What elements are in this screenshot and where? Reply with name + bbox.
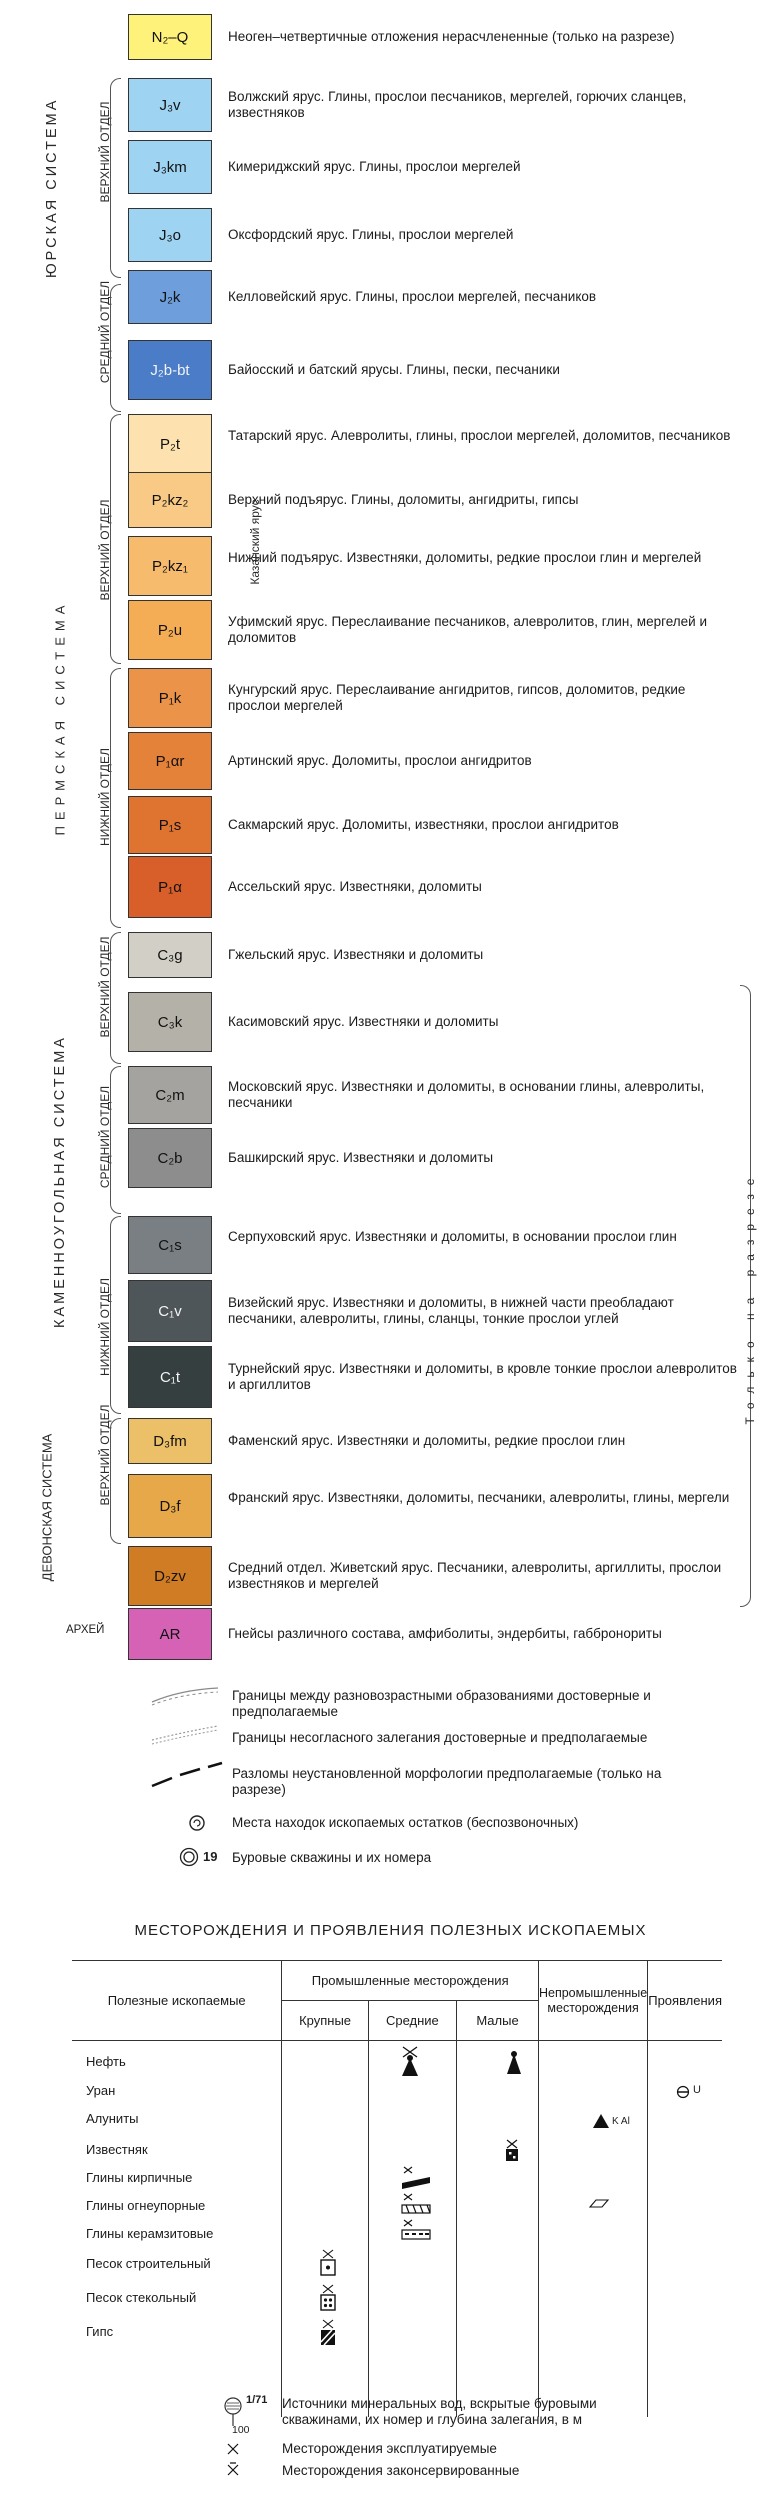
bracket-carb-middle bbox=[110, 1066, 121, 1214]
unconformity-line-symbol bbox=[150, 1722, 220, 1746]
label-carboniferous: КАМЕННОУГОЛЬНАЯ СИСТЕМА bbox=[52, 1035, 68, 1328]
col-small: Малые bbox=[457, 2001, 539, 2041]
mineral-row-label: Гипс bbox=[86, 2324, 114, 2339]
unit-swatch: P₂kz₂ bbox=[128, 472, 212, 528]
oil-small-icon bbox=[504, 2048, 524, 2076]
fireclay-nonindustrial-icon bbox=[588, 2198, 610, 2210]
label-kazan-stage: Казанский ярус bbox=[248, 499, 262, 585]
unit-description: Башкирский ярус. Известняки и доломиты bbox=[228, 1150, 494, 1165]
fault-line-symbol bbox=[150, 1760, 225, 1790]
unit-swatch: P₁α bbox=[128, 856, 212, 918]
gypsum-large-icon bbox=[318, 2318, 338, 2348]
label-carb-middle: СРЕДНИЙ ОТДЕЛ bbox=[98, 1085, 112, 1189]
mineral-row-label: Алуниты bbox=[86, 2111, 139, 2126]
label-permian: ПЕРМСКАЯ СИСТЕМА bbox=[52, 599, 68, 836]
unit-swatch: P₂t bbox=[128, 414, 212, 474]
mineral-row-label: Песок стекольный bbox=[86, 2290, 197, 2305]
mineral-row-label: Уран bbox=[86, 2083, 116, 2098]
fossil-icon bbox=[186, 1812, 208, 1834]
label-devonian: ДЕВОНСКАЯ СИСТЕМА bbox=[39, 1433, 55, 1582]
unit-description: Татарский ярус. Алевролиты, глины, прослои мергелей, доломитов, песчаников bbox=[228, 428, 731, 443]
mineral-row-label: Известняк bbox=[86, 2142, 148, 2157]
mineral-water-index: 1/71 bbox=[246, 2394, 268, 2406]
exploited-icon bbox=[226, 2442, 240, 2456]
unit-swatch: C₂m bbox=[128, 1066, 212, 1124]
label-jurassic-middle: СРЕДНИЙ ОТДЕЛ bbox=[98, 280, 112, 384]
unit-description: Неоген–четвертичные отложения нерасчлененные (только на разрезе) bbox=[228, 29, 675, 44]
well-number: 19 bbox=[203, 1849, 218, 1864]
legend-mineral-waters: Источники минеральных вод, вскрытые буровыми скважинами, их номер и глубина залегания, в м bbox=[282, 2396, 597, 2427]
mineral-row-label: Песок строительный bbox=[86, 2256, 211, 2271]
unit-swatch: AR bbox=[128, 1608, 212, 1660]
unit-description: Оксфордский ярус. Глины, прослои мергелей bbox=[228, 227, 514, 242]
oil-medium-exploited-icon bbox=[398, 2044, 422, 2078]
unit-description: Кимериджский ярус. Глины, прослои мергелей bbox=[228, 159, 521, 174]
col-minerals: Полезные ископаемые bbox=[72, 1961, 282, 2041]
legend-unconformity: Границы несогласного залегания достоверные и предполагаемые bbox=[232, 1730, 648, 1745]
unit-swatch: C₃k bbox=[128, 992, 212, 1052]
label-archean: АРХЕЙ bbox=[66, 1624, 105, 1636]
unit-swatch: D₃fm bbox=[128, 1418, 212, 1464]
unit-description: Ассельский ярус. Известняки, доломиты bbox=[228, 879, 482, 894]
unit-description: Волжский ярус. Глины, прослои песчаников, мергелей, горючих сланцев, известняков bbox=[228, 89, 687, 120]
bracket-jurassic-upper bbox=[110, 78, 121, 278]
unit-swatch: P₁s bbox=[128, 796, 212, 854]
unit-swatch: P₁αr bbox=[128, 732, 212, 790]
deposits-title: МЕСТОРОЖДЕНИЯ И ПРОЯВЛЕНИЯ ПОЛЕЗНЫХ ИСКОПАЕМЫХ bbox=[134, 1922, 647, 1939]
deposits-table bbox=[72, 1960, 722, 2417]
label-permian-upper: ВЕРХНИЙ ОТДЕЛ bbox=[98, 499, 112, 601]
bracket-devonian-upper bbox=[110, 1418, 121, 1544]
boundary-line-symbol bbox=[150, 1686, 220, 1706]
bracket-carb-upper bbox=[110, 932, 121, 1064]
unit-description: Байосский и батский ярусы. Глины, пески, песчаники bbox=[228, 362, 560, 377]
bracket-carb-lower bbox=[110, 1216, 121, 1414]
unit-description: Кунгурский ярус. Переслаивание ангидритов, гипсов, доломитов, редкие прослои мергелей bbox=[228, 682, 686, 713]
col-large: Крупные bbox=[282, 2001, 368, 2041]
unit-description: Визейский ярус. Известняки и доломиты, в нижней части преобладают песчаники, алевролиты, глины, сланцы, тонкие прослои углей bbox=[228, 1295, 674, 1326]
bracket-jurassic-middle bbox=[110, 284, 121, 412]
unit-swatch: J₂b-bt bbox=[128, 340, 212, 400]
unit-description: Верхний подъярус. Глины, доломиты, ангидриты, гипсы bbox=[228, 492, 579, 507]
mineral-row-label: Глины огнеупорные bbox=[86, 2198, 206, 2213]
alunite-icon bbox=[592, 2113, 610, 2129]
unit-swatch: C₂b bbox=[128, 1128, 212, 1188]
col-industrial: Промышленные месторождения bbox=[282, 1961, 539, 2001]
legend-conserved: Месторождения законсервированные bbox=[282, 2463, 520, 2478]
unit-swatch: P₂kz₁ bbox=[128, 536, 212, 596]
uranium-show-icon bbox=[676, 2085, 690, 2099]
col-nonindustrial: Непромышленные месторождения bbox=[538, 1961, 647, 2041]
label-carb-lower: НИЖНИЙ ОТДЕЛ bbox=[98, 1278, 112, 1376]
unit-swatch: D₃f bbox=[128, 1474, 212, 1538]
mineral-row-label: Глины керамзитовые bbox=[86, 2226, 214, 2241]
unit-description: Турнейский ярус. Известняки и доломиты, в кровле тонкие прослои алевролитов и аргиллитов bbox=[228, 1361, 737, 1392]
conserved-icon bbox=[226, 2462, 240, 2478]
unit-swatch: J₃v bbox=[128, 78, 212, 132]
unit-description: Артинский ярус. Доломиты, прослои ангидритов bbox=[228, 753, 532, 768]
unit-description: Нижний подъярус. Известняки, доломиты, редкие прослои глин и мергелей bbox=[228, 550, 702, 565]
mineral-row-label: Нефть bbox=[86, 2054, 126, 2069]
label-permian-lower: НИЖНИЙ ОТДЕЛ bbox=[98, 748, 112, 846]
unit-description: Сакмарский ярус. Доломиты, известняки, прослои ангидритов bbox=[228, 817, 619, 832]
fireclay-medium-icon bbox=[400, 2192, 432, 2218]
glass-sand-large-icon bbox=[318, 2283, 338, 2313]
unit-description: Средний отдел. Живетский ярус. Песчаники, алевролиты, аргиллиты, прослои известняков и мергелей bbox=[228, 1560, 722, 1591]
brick-clay-medium-icon bbox=[400, 2165, 432, 2191]
well-icon bbox=[178, 1846, 200, 1868]
col-medium: Средние bbox=[368, 2001, 456, 2041]
unit-swatch: C₃g bbox=[128, 932, 212, 978]
unit-swatch: N₂–Q bbox=[128, 14, 212, 60]
legend-wells: Буровые скважины и их номера bbox=[232, 1850, 432, 1865]
unit-swatch: J₃o bbox=[128, 208, 212, 262]
unit-swatch: C₁v bbox=[128, 1280, 212, 1342]
unit-description: Серпуховский ярус. Известняки и доломиты, в основании прослои глин bbox=[228, 1229, 677, 1244]
unit-description: Гнейсы различного состава, амфиболиты, эндербиты, габбронориты bbox=[228, 1626, 662, 1641]
label-carb-upper: ВЕРХНИЙ ОТДЕЛ bbox=[98, 936, 112, 1038]
unit-description: Фаменский ярус. Известняки и доломиты, редкие прослои глин bbox=[228, 1433, 626, 1448]
unit-swatch: J₂k bbox=[128, 270, 212, 324]
legend-boundaries: Границы между разновозрастными образованиями достоверные и предполагаемые bbox=[232, 1688, 651, 1719]
unit-swatch: D₂zv bbox=[128, 1546, 212, 1606]
unit-description: Уфимский ярус. Переслаивание песчаников, алевролитов, глин, мергелей и доломитов bbox=[228, 614, 708, 645]
unit-description: Келловейский ярус. Глины, прослои мергелей, песчаников bbox=[228, 289, 597, 304]
col-shows: Проявления bbox=[648, 1961, 722, 2041]
unit-swatch: C₁t bbox=[128, 1346, 212, 1408]
unit-swatch: J₃km bbox=[128, 140, 212, 194]
unit-swatch: C₁s bbox=[128, 1216, 212, 1274]
unit-description: Гжельский ярус. Известняки и доломиты bbox=[228, 947, 484, 962]
limestone-small-icon bbox=[503, 2138, 521, 2164]
mineral-water-depth: 100 bbox=[232, 2424, 250, 2436]
mineral-row-label: Глины кирпичные bbox=[86, 2170, 193, 2185]
alunite-symbol: K Al bbox=[612, 2116, 630, 2127]
uranium-symbol: U bbox=[693, 2084, 701, 2096]
unit-description: Франский ярус. Известняки, доломиты, песчаники, алевролиты, глины, мергели bbox=[228, 1490, 730, 1505]
ceramsite-clay-medium-icon bbox=[400, 2218, 432, 2244]
legend-fossils: Места находок ископаемых остатков (беспозвоночных) bbox=[232, 1815, 579, 1830]
label-jurassic-upper: ВЕРХНИЙ ОТДЕЛ bbox=[98, 101, 112, 203]
bracket-permian-lower bbox=[110, 668, 121, 928]
unit-description: Московский ярус. Известняки и доломиты, в основании глины, алевролиты, песчаники bbox=[228, 1079, 705, 1110]
legend-faults: Разломы неустановленной морфологии предполагаемые (только на разрезе) bbox=[232, 1766, 662, 1797]
unit-swatch: P₂u bbox=[128, 600, 212, 660]
construction-sand-large-icon bbox=[318, 2248, 338, 2278]
legend-exploited: Месторождения эксплуатируемые bbox=[282, 2441, 497, 2456]
label-dev-upper: ВЕРХНИЙ ОТДЕЛ bbox=[98, 1404, 112, 1506]
label-section-only: Только на разрезе bbox=[743, 1169, 757, 1425]
unit-description: Касимовский ярус. Известняки и доломиты bbox=[228, 1014, 499, 1029]
label-jurassic: ЮРСКАЯ СИСТЕМА bbox=[44, 97, 60, 278]
unit-swatch: P₁k bbox=[128, 668, 212, 728]
bracket-permian-upper bbox=[110, 414, 121, 664]
